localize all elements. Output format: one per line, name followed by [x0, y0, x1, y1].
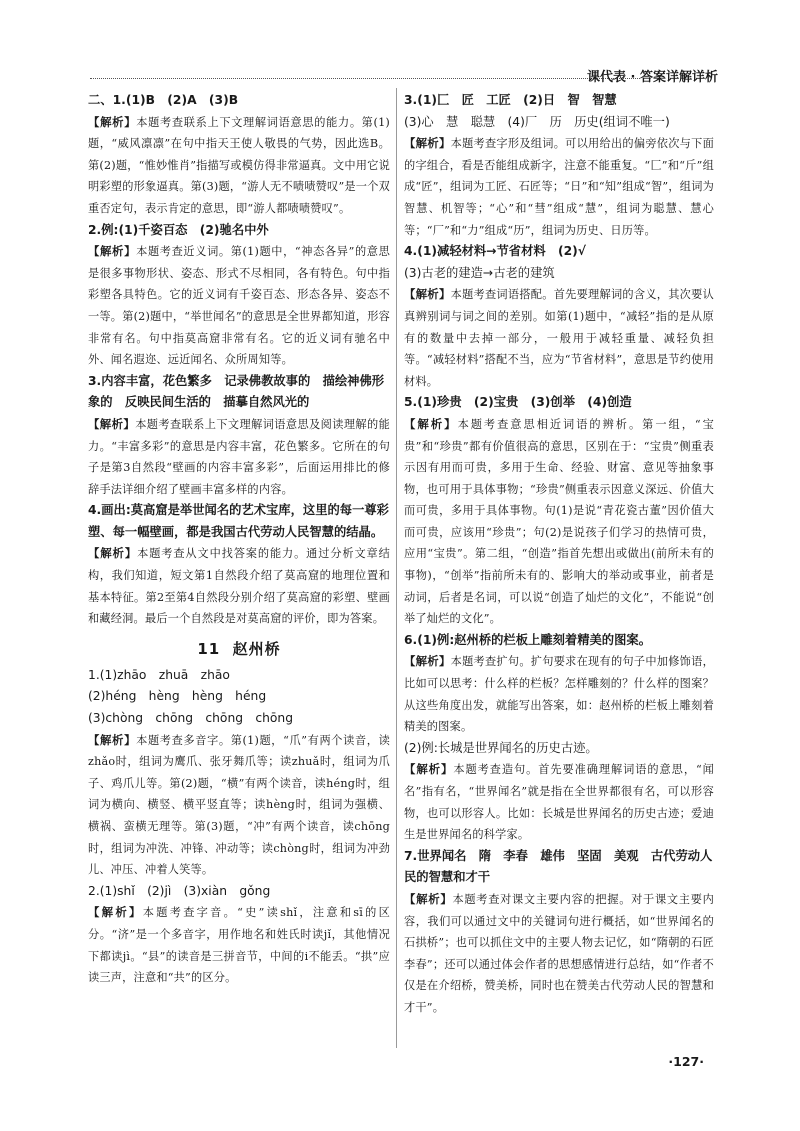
answer-11-1-line2: (2)héng hèng hèng héng [88, 689, 267, 704]
explanation-2-4: 【解析】本题考查从文中找答案的能力。通过分析文章结构，我们知道，短文第1自然段介绍了莫高窟的地理位置和基本特征。第2至第4自然段分别介绍了莫高窟的彩塑、壁画和藏经洞。最后一个自然段是对莫高窟的评价，即为答案。 [88, 546, 391, 626]
explanation-11-1: 【解析】本题考查多音字。第(1)题，“爪”有两个读音，读zhǎo时，组词为鹰爪、张牙舞爪等；读zhuǎ时，组词为爪子、鸡爪儿等。第(2)题，“横”有两个读音，读héng时，组词为横向、横竖、横平竖直等；读hèng时，组词为强横、横祸、蛮横无理等。第(3)题，“冲”有两个读音，读chōng时，组词为冲洗、冲锋、冲动等；读chòng时，组词为冲劲儿、冲压、冲着人笑等。 [88, 732, 390, 877]
explanation-2-1: 【解析】本题考查联系上下文理解词语意思的能力。第(1)题，“威风凛凛”在句中指天王使人敬畏的气势，因此选B。第(2)题，“惟妙惟肖”指描写或模仿得非常逼真。文中用它说明彩塑的形象逼真。第(3)题，“游人无不啧啧赞叹”是一个双重否定句，表示肯定的意思，即“游人都啧啧赞叹”。 [88, 114, 390, 215]
jiexi-label: 【解析】 [88, 416, 136, 431]
answer-11-5: 5.(1)珍贵 (2)宝贵 (3)创举 (4)创造 [404, 395, 632, 410]
jiexi-label: 【解析】 [404, 891, 453, 906]
lesson-name: 赵州桥 [232, 639, 281, 658]
left-column [88, 90, 390, 989]
lesson-number-text: 11 [197, 639, 221, 658]
right-column [404, 90, 714, 1019]
explanation-11-6b: 【解析】本题考查造句。首先要准确理解词语的意思，“闻名”指有名，“世界闻名”就是指在全世界都很有名，可以形容物，也可以形容人。比如：长城是世界闻名的历史古迹；爱迪生是世界闻名的科学家。 [404, 762, 714, 842]
answer-11-2: 2.(1)shǐ (2)jì (3)xiàn gǒng [88, 883, 271, 898]
answer-11-6: 6.(1)例:赵州桥的栏板上雕刻着精美的图案。 [404, 632, 651, 647]
explanation-11-2: 【解析】本题考查字音。“史”读shǐ，注意和sī的区分。“济”是一个多音字，用作地名和姓氏时读jǐ，其他情况下都读jì。“县”的读音是三拼音节，中间的i不能丢。“拱”应读三声，注意和“共”的区分。 [88, 905, 390, 985]
jiexi-label: 【解析】 [404, 136, 451, 151]
answer-11-1-line3: (3)chòng chōng chōng chōng [88, 711, 294, 726]
column-divider [396, 88, 397, 1048]
explanation-11-3: 【解析】本题考查字形及组词。可以用给出的偏旁依次与下面的字组合，看是否能组成新字，注意不能重复。“匚”和“斤”组成“匠”，组词为工匠、石匠等；“日”和“知”组成“智”，组词为智慧、机智等；“心”和“彗”组成“慧”，组词为聪慧、慧心等；“厂”和“力”组成“历”，组词为历史、日历等。 [404, 136, 714, 237]
answer-2-4: 4.画出:莫高窟是举世闻名的艺术宝库，这里的每一尊彩塑、每一幅壁画，都是我国古代劳动人民智慧的结晶。 [88, 503, 389, 539]
jiexi-label: 【解析】 [404, 654, 451, 669]
explanation-11-4: 【解析】本题考查词语搭配。首先要理解词的含义，其次要认真辨别词与词之间的差别。如第(1)题中，“减轻”指的是从原有的数量中去掉一部分，一般用于减轻重量、减轻负担等。“减轻材料”搭配不当，应为“节省材料”，意思是节约使用材料。 [404, 287, 714, 388]
answer-11-3-line2: (3)心 慧 聪慧 (4)厂 历 历史(组词不唯一) [404, 114, 670, 129]
jiexi-label: 【解析】 [404, 287, 451, 302]
jiexi-label: 【解析】 [88, 244, 137, 259]
explanation-2-3: 【解析】本题考查联系上下文理解词语意思及阅读理解的能力。“丰富多彩”的意思是内容丰富，花色繁多。它所在的句子是第3自然段“壁画的内容丰富多彩”，后面运用排比的修辞手法详细介绍了壁画丰富多样的内容。 [88, 416, 390, 496]
answer-11-3: 3.(1)匚 匠 工匠 (2)日 智 智慧 [404, 93, 617, 107]
explanation-11-7: 【解析】本题考查对课文主要内容的把握。对于课文主要内容，我们可以通过文中的关键词句进行概括，如“世界闻名的石拱桥”；也可以抓住文中的主要人物去记忆，如“隋朝的石匠李春”；还可以通过体会作者的思想感情进行总结，如“作者不仅是在介绍桥，赞美桥，同时也在赞美古代劳动人民的智慧和才干”。 [404, 891, 714, 1014]
answer-11-6-line2: (2)例:长城是世界闻名的历史古迹。 [404, 740, 598, 755]
header-title: 课代表 · 答案详解详析 [587, 70, 718, 85]
jiexi-label: 【解析】 [404, 416, 458, 431]
jiexi-label: 【解析】 [88, 732, 137, 747]
answer-2-2: 2.例:(1)千姿百态 (2)驰名中外 [88, 222, 269, 237]
header-dotted-line [90, 78, 640, 79]
jiexi-label: 【解析】 [88, 546, 138, 561]
answer-2-1: 二、1.(1)B (2)A (3)B [88, 93, 239, 107]
explanation-11-6: 【解析】本题考查扩句。扩句要求在现有的句子中加修饰语，比如可以思考：什么样的栏板？怎样雕刻的？什么样的图案？从这些角度出发，就能写出答案，如：赵州桥的栏板上雕刻着精美的图案。 [404, 654, 714, 734]
explanation-2-2: 【解析】本题考查近义词。第(1)题中，“神态各异”的意思是很多事物形状、姿态、形式不尽相同，各有特色。句中指彩塑各具特色。它的近义词有千姿百态、形态各异、姿态不一等。第(2)题中，“举世闻名”的意思是全世界都知道，形容非常有名。句中指莫高窟非常有名。它的近义词有驰名中外、闻名遐迩、远近闻名、众所周知等。 [88, 244, 390, 367]
answer-11-1: 1.(1)zhāo zhuā zhāo [88, 667, 230, 682]
answer-11-4: 4.(1)减轻材料→节省材料 (2)√ [404, 244, 586, 259]
lesson-title [88, 638, 390, 659]
answer-11-7: 7.世界闻名 隋 李春 雄伟 坚固 美观 古代劳动人民的智慧和才干 [404, 848, 713, 885]
jiexi-label: 【解析】 [404, 762, 454, 777]
jiexi-label: 【解析】 [88, 114, 137, 129]
page-number: ·127· [668, 1054, 704, 1069]
answer-2-3: 3.内容丰富，花色繁多 记录佛教故事的 描绘神佛形象的 反映民间生活的 描摹自然风光的 [88, 373, 385, 410]
jiexi-label: 【解析】 [88, 905, 143, 920]
answer-11-4-line2: (3)古老的建造→古老的建筑 [404, 265, 555, 280]
explanation-11-5: 【解析】本题考查意思相近词语的辨析。第一组，“宝贵”和“珍贵”都有价值很高的意思，区别在于：“宝贵”侧重表示因有用而可贵，多用于生命、经验、财富、意见等抽象事物，也可用于具体事物；“珍贵”侧重表示因意义深远、价值大而可贵，多用于具体事物。句(1)是说“青花瓷古董”因价值大而可贵，应该用“珍贵”；句(2)是说孩子们学习的热情可贵，应用“宝贵”。第二组，“创造”指首先想出或做出(前所未有的事物)，“创举”指前所未有的、影响大的举动或事业，前者是动词，后者是名词，可以说“创造了灿烂的文化”，不能说“创举了灿烂的文化”。 [404, 416, 714, 626]
